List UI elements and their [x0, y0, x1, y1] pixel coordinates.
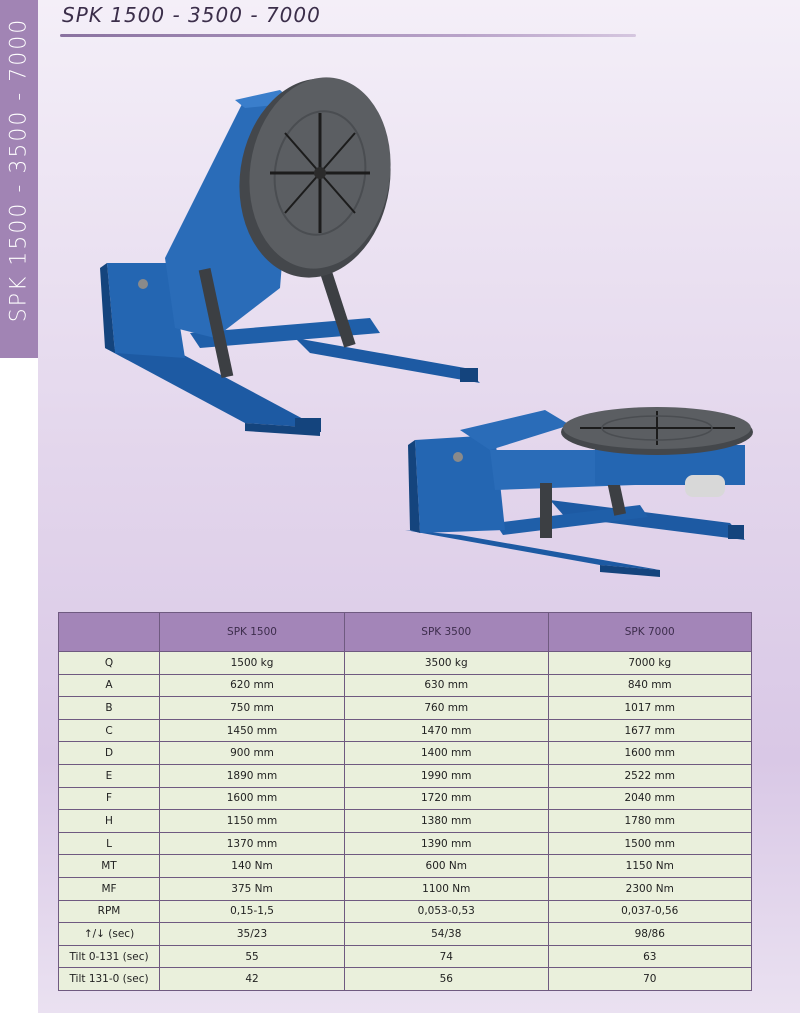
table-cell: 630 mm — [345, 674, 548, 697]
header-cell: SPK 7000 — [548, 613, 752, 652]
table-cell: 54/38 — [345, 923, 548, 946]
table-cell: 3500 kg — [345, 652, 548, 675]
table-cell: 1720 mm — [345, 787, 548, 810]
table-cell: 2040 mm — [548, 787, 752, 810]
header-cell: SPK 3500 — [345, 613, 548, 652]
row-label-cell: E — [59, 764, 160, 787]
table-cell: 1400 mm — [345, 742, 548, 765]
table-row — [59, 832, 752, 855]
table-cell: 900 mm — [160, 742, 345, 765]
side-margin — [0, 358, 38, 1013]
table-cell: 0,053-0,53 — [345, 900, 548, 923]
row-label-cell: L — [59, 832, 160, 855]
row-label-cell: ↑/↓ (sec) — [59, 923, 160, 946]
table-row — [59, 697, 752, 720]
table-row — [59, 742, 752, 765]
row-label-cell: Q — [59, 652, 160, 675]
table-cell: 0,15-1,5 — [160, 900, 345, 923]
table-cell: 1100 Nm — [345, 877, 548, 900]
table-cell: 840 mm — [548, 674, 752, 697]
table-cell: 1150 Nm — [548, 855, 752, 878]
table-cell: 70 — [548, 968, 752, 991]
table-cell: 2522 mm — [548, 764, 752, 787]
table-row — [59, 652, 752, 675]
table-cell: 0,037-0,56 — [548, 900, 752, 923]
table-cell: 1470 mm — [345, 719, 548, 742]
table-cell: 63 — [548, 945, 752, 968]
table-cell: 1017 mm — [548, 697, 752, 720]
table-cell: 1890 mm — [160, 764, 345, 787]
table-cell: 1150 mm — [160, 810, 345, 833]
table-cell: 35/23 — [160, 923, 345, 946]
page-title: SPK 1500 - 3500 - 7000 — [62, 3, 321, 27]
header-cell: SPK 1500 — [160, 613, 345, 652]
table-row — [59, 674, 752, 697]
table-cell: 1370 mm — [160, 832, 345, 855]
table-cell: 2300 Nm — [548, 877, 752, 900]
row-label-cell: D — [59, 742, 160, 765]
row-label-cell: F — [59, 787, 160, 810]
table-row — [59, 787, 752, 810]
header-cell — [59, 613, 160, 652]
specs-table — [58, 612, 752, 991]
table-row — [59, 810, 752, 833]
table-cell: 1390 mm — [345, 832, 548, 855]
side-tab — [0, 0, 38, 358]
table-row — [59, 945, 752, 968]
table-cell: 760 mm — [345, 697, 548, 720]
row-label-cell: A — [59, 674, 160, 697]
table-row — [59, 900, 752, 923]
table-cell: 375 Nm — [160, 877, 345, 900]
row-label-cell: Tilt 0-131 (sec) — [59, 945, 160, 968]
table-cell: 42 — [160, 968, 345, 991]
row-label-cell: Tilt 131-0 (sec) — [59, 968, 160, 991]
table-row — [59, 968, 752, 991]
table-cell: 74 — [345, 945, 548, 968]
table-cell: 1600 mm — [160, 787, 345, 810]
table-row — [59, 923, 752, 946]
table-cell: 1500 kg — [160, 652, 345, 675]
row-label-cell: B — [59, 697, 160, 720]
table-header-row — [59, 613, 752, 652]
table-cell: 1780 mm — [548, 810, 752, 833]
table-cell: 56 — [345, 968, 548, 991]
positioner-tilted-image — [95, 48, 485, 438]
row-label-cell: C — [59, 719, 160, 742]
table-row — [59, 877, 752, 900]
table-cell: 98/86 — [548, 923, 752, 946]
table-cell: 1450 mm — [160, 719, 345, 742]
positioner-flat-image — [400, 405, 760, 580]
table-cell: 140 Nm — [160, 855, 345, 878]
side-tab-label: SPK 1500 - 3500 - 7000 — [6, 17, 32, 323]
row-label-cell: H — [59, 810, 160, 833]
table-cell: 55 — [160, 945, 345, 968]
table-cell: 1677 mm — [548, 719, 752, 742]
table-cell: 7000 kg — [548, 652, 752, 675]
table-cell: 600 Nm — [345, 855, 548, 878]
table-cell: 1600 mm — [548, 742, 752, 765]
row-label-cell: MF — [59, 877, 160, 900]
title-underline — [60, 34, 636, 37]
row-label-cell: MT — [59, 855, 160, 878]
table-cell: 750 mm — [160, 697, 345, 720]
table-row — [59, 855, 752, 878]
table-cell: 620 mm — [160, 674, 345, 697]
table-row — [59, 719, 752, 742]
table-cell: 1500 mm — [548, 832, 752, 855]
row-label-cell: RPM — [59, 900, 160, 923]
table-row — [59, 764, 752, 787]
table-cell: 1380 mm — [345, 810, 548, 833]
table-cell: 1990 mm — [345, 764, 548, 787]
